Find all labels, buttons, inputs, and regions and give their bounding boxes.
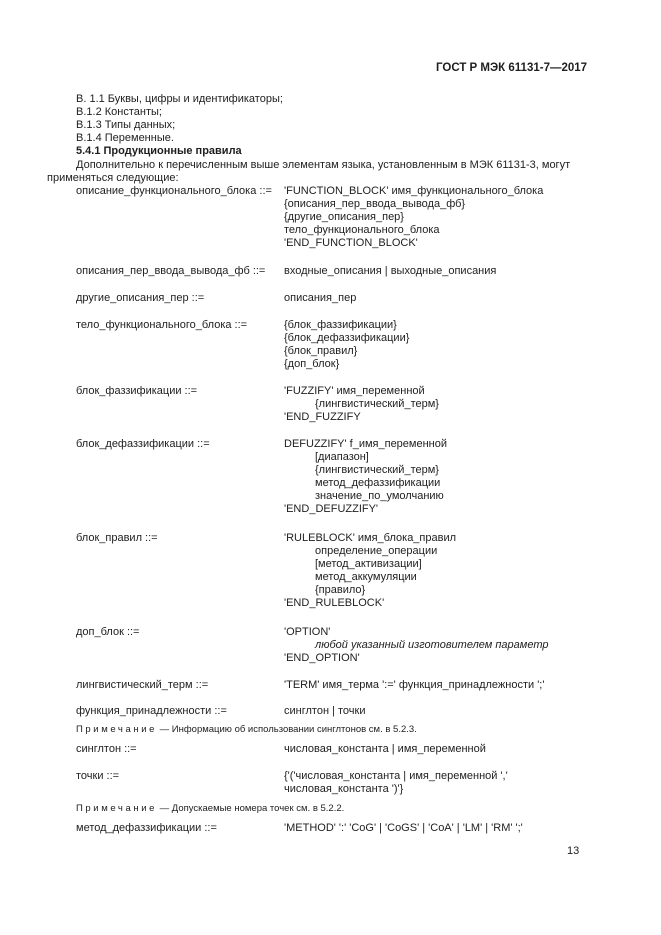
rule-lhs: описание_функционального_блока ::= — [76, 185, 272, 197]
note-label: Примечание — [76, 803, 157, 814]
rule-rhs-line: DEFUZZIFY' f_имя_переменной — [284, 438, 448, 450]
page-number: 13 — [567, 845, 580, 857]
rule-lhs: доп_блок ::= — [76, 626, 140, 638]
rule-lhs: блок_правил ::= — [76, 532, 158, 544]
rule-rhs-line: {блок_дефаззификации} — [284, 332, 410, 344]
rule-rhs-line: числовая_константа ')'} — [284, 783, 404, 795]
intro-list-item: В. 1.1 Буквы, цифры и идентификаторы; — [76, 93, 283, 105]
note-text: — Допускаемые номера точек см. в 5.2.2. — [157, 803, 345, 814]
rule-rhs-line: определение_операции — [315, 545, 438, 557]
note-text: — Информацию об использовании синглтонов см. в 5.2.3. — [157, 724, 417, 735]
rule-rhs-line: входные_описания | выходные_описания — [284, 265, 497, 277]
rule-rhs-line: 'END_RULEBLOCK' — [284, 597, 385, 609]
rule-rhs-line: любой указанный изготовителем параметр — [315, 639, 549, 651]
rule-rhs-line: {другие_описания_пер} — [284, 211, 404, 223]
rule-rhs-line: 'RULEBLOCK' имя_блока_правил — [284, 532, 457, 544]
rule-rhs-line: [метод_активизации] — [315, 558, 422, 570]
note — [76, 802, 344, 815]
rule-rhs-line: 'END_FUNCTION_BLOCK' — [284, 237, 418, 249]
document-standard-header: ГОСТ Р МЭК 61131-7—2017 — [436, 62, 588, 74]
rule-rhs-line: тело_функционального_блока — [284, 224, 440, 236]
rule-rhs-line: {блок_правил} — [284, 345, 358, 357]
rule-lhs: описания_пер_ввода_вывода_фб ::= — [76, 265, 266, 277]
rule-rhs-line: 'FUZZIFY' имя_переменной — [284, 385, 425, 397]
intro-list-item: В.1.4 Переменные. — [76, 132, 174, 144]
note-label: Примечание — [76, 724, 157, 735]
rule-rhs-line: 'OPTION' — [284, 626, 331, 638]
rule-rhs-line: {лингвистический_терм} — [315, 398, 439, 410]
rule-lhs: точки ::= — [76, 770, 120, 782]
section-title: 5.4.1 Продукционные правила — [76, 145, 242, 157]
rule-lhs: другие_описания_пер ::= — [76, 292, 205, 304]
rule-rhs-line: 'TERM' имя_терма ':=' функция_принадлежности ';' — [284, 679, 545, 691]
rule-rhs-line: 'END_DEFUZZIFY' — [284, 503, 379, 515]
paragraph-line: Дополнительно к перечисленным выше элементам языка, установленным в МЭК 61131-3, могут — [76, 159, 571, 171]
note — [76, 723, 417, 736]
rule-lhs: метод_дефаззификации ::= — [76, 822, 217, 834]
rule-rhs-line: метод_дефаззификации — [315, 477, 441, 489]
rule-rhs-line: {'('числовая_константа | имя_переменной ',' — [284, 770, 508, 782]
rule-rhs-line: {правило} — [315, 584, 366, 596]
rule-rhs-line: 'END_FUZZIFY — [284, 411, 361, 423]
rule-rhs-line: 'FUNCTION_BLOCK' имя_функционального_блока — [284, 185, 544, 197]
rule-lhs: тело_функционального_блока ::= — [76, 319, 248, 331]
rule-rhs-line: {доп_блок} — [284, 358, 340, 370]
intro-list-item: В.1.2 Константы; — [76, 106, 162, 118]
rule-rhs-line: [диапазон] — [315, 451, 369, 463]
rule-rhs-line: 'END_OPTION' — [284, 652, 360, 664]
rule-rhs-line: {блок_фаззификации} — [284, 319, 397, 331]
rule-lhs: лингвистический_терм ::= — [76, 679, 209, 691]
rule-lhs: синглтон ::= — [76, 743, 137, 755]
rule-rhs-line: значение_по_умолчанию — [315, 490, 444, 502]
rule-rhs-line: синглтон | точки — [284, 705, 366, 717]
rule-rhs-line: числовая_константа | имя_переменной — [284, 743, 486, 755]
rule-lhs: блок_дефаззификации ::= — [76, 438, 210, 450]
rule-rhs-line: {лингвистический_терм} — [315, 464, 439, 476]
rule-rhs-line: 'METHOD' ':' 'CoG' | 'CoGS' | 'CoA' | 'LM' | 'RM' ';' — [284, 822, 523, 834]
rule-rhs-line: метод_аккумуляции — [315, 571, 417, 583]
intro-list-item: В.1.3 Типы данных; — [76, 119, 176, 131]
paragraph-line: применяться следующие: — [47, 172, 179, 184]
rule-rhs-line: описания_пер — [284, 292, 357, 304]
rule-rhs-line: {описания_пер_ввода_вывода_фб} — [284, 198, 466, 210]
rule-lhs: блок_фаззификации ::= — [76, 385, 198, 397]
rule-lhs: функция_принадлежности ::= — [76, 705, 227, 717]
